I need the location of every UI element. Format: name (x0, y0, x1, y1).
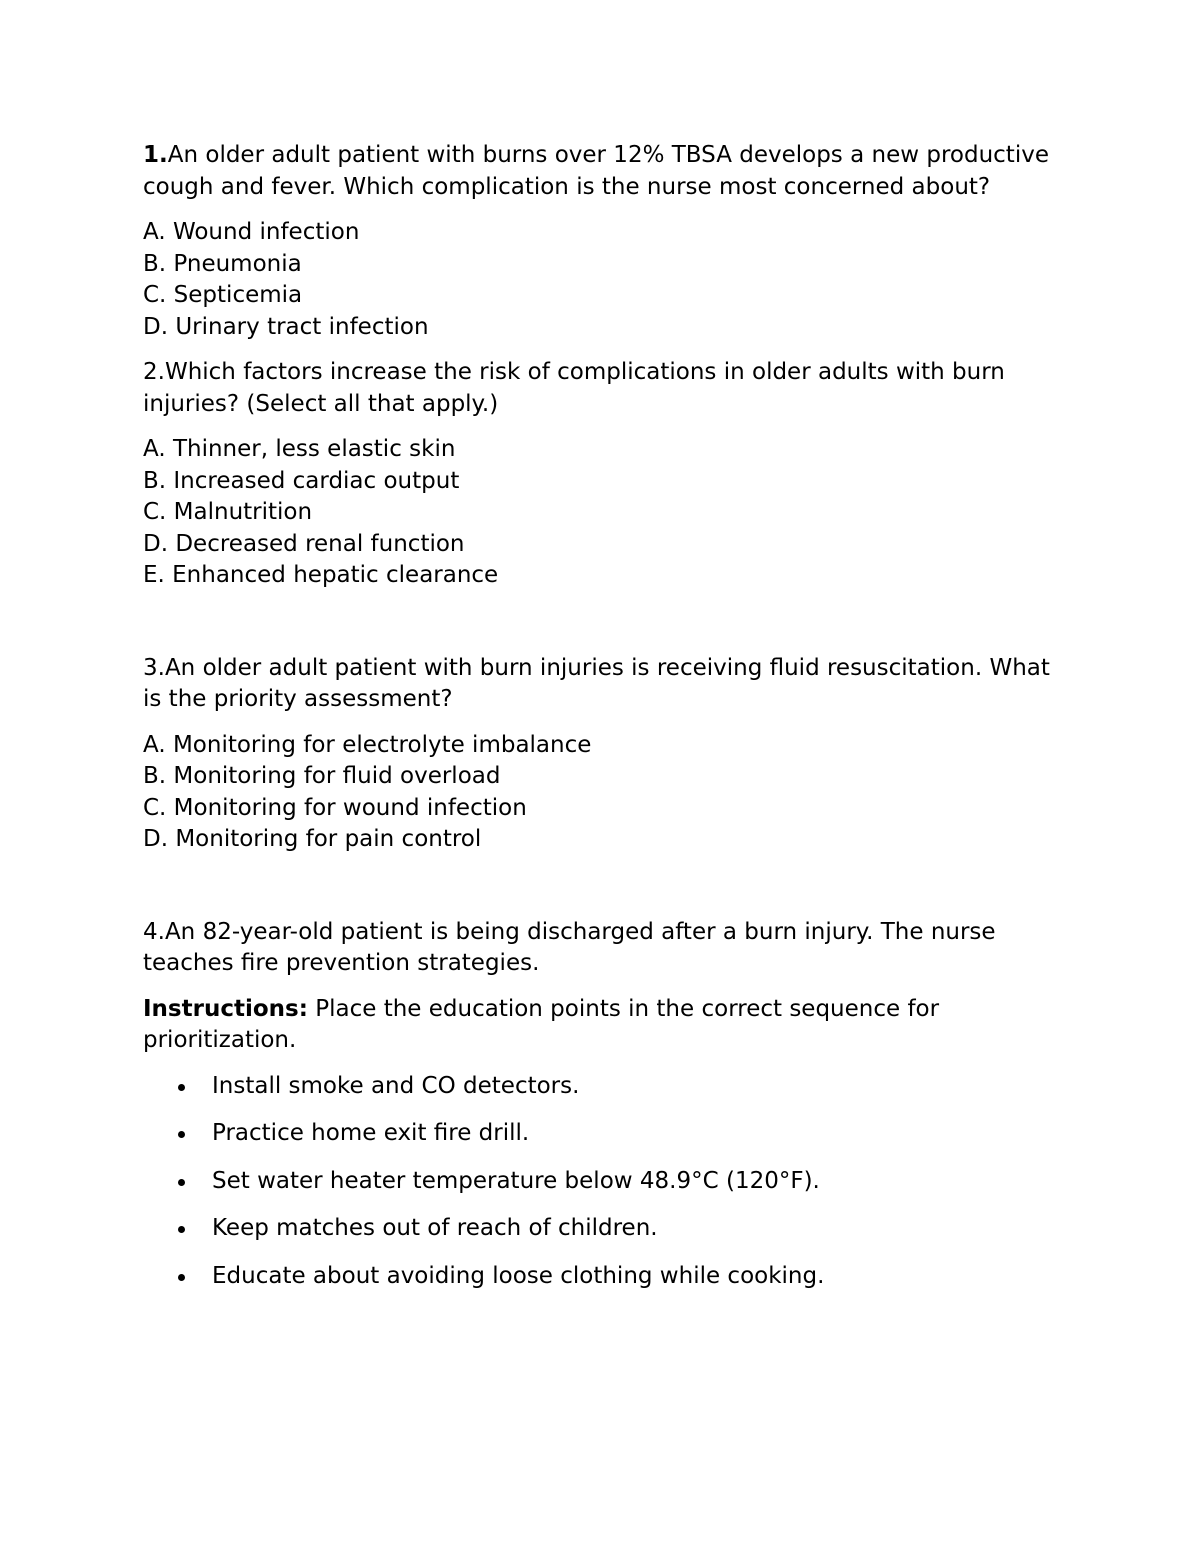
bullet-item (143, 1213, 1063, 1245)
document-page (143, 140, 1063, 1308)
question-text: An older adult patient with burn injuries is receiving fluid resuscitation. What is the priority assessment? (143, 654, 1050, 712)
bullet-icon (178, 1131, 185, 1138)
question-3 (143, 653, 1063, 716)
option: C. Septicemia (143, 282, 303, 308)
option: D. Urinary tract infection (143, 313, 429, 340)
bullet-icon (178, 1179, 185, 1186)
option: D. Decreased renal function (143, 530, 465, 557)
options-list (143, 434, 1063, 592)
question-number: 4. (143, 918, 165, 945)
option: D. Monitoring for pain control (143, 826, 482, 852)
bullet-text: Educate about avoiding loose clothing while cooking. (212, 1262, 825, 1289)
question-4 (143, 917, 1063, 980)
option: B. Monitoring for fluid overload (143, 763, 501, 789)
option: A. Wound infection (143, 219, 360, 245)
question-text: An 82-year-old patient is being discharged after a burn injury. The nurse teaches fire prevention strategies. (143, 918, 996, 976)
bullet-icon (178, 1226, 185, 1233)
option: B. Increased cardiac output (143, 467, 460, 494)
bullet-item (143, 1118, 1063, 1150)
instructions-text: Place the education points in the correct sequence for prioritization. (143, 995, 940, 1053)
option: E. Enhanced hepatic clearance (143, 562, 499, 588)
bullet-icon (178, 1084, 185, 1091)
question-number: 1. (143, 142, 168, 168)
question-1 (143, 140, 1063, 203)
instructions (143, 994, 1063, 1057)
option: C. Monitoring for wound infection (143, 794, 527, 821)
bullet-list (143, 1071, 1063, 1293)
bullet-text: Practice home exit fire drill. (212, 1120, 530, 1146)
bullet-item (143, 1261, 1063, 1293)
options-list (143, 217, 1063, 343)
option: A. Monitoring for electrolyte imbalance (143, 731, 592, 758)
option: A. Thinner, less elastic skin (143, 436, 456, 462)
question-number: 2. (143, 359, 165, 385)
bullet-text: Keep matches out of reach of children. (212, 1215, 658, 1241)
question-number: 3. (143, 654, 165, 681)
options-list (143, 730, 1063, 856)
option: B. Pneumonia (143, 250, 302, 277)
question-text: Which factors increase the risk of complications in older adults with burn injuries? (Select all that apply.) (143, 359, 1005, 417)
question-text: An older adult patient with burns over 12% TBSA develops a new productive cough and fever. Which complication is the nurse most concerned about? (143, 142, 1049, 200)
blank-line (143, 606, 1063, 653)
bullet-item (143, 1071, 1063, 1103)
blank-line (143, 870, 1063, 917)
bullet-item (143, 1166, 1063, 1198)
bullet-text: Install smoke and CO detectors. (212, 1072, 580, 1099)
instructions-label: Instructions: (143, 995, 308, 1022)
bullet-icon (178, 1274, 185, 1281)
option: C. Malnutrition (143, 499, 313, 525)
bullet-text: Set water heater temperature below 48.9°C (120°F). (212, 1167, 820, 1194)
question-2 (143, 357, 1063, 420)
